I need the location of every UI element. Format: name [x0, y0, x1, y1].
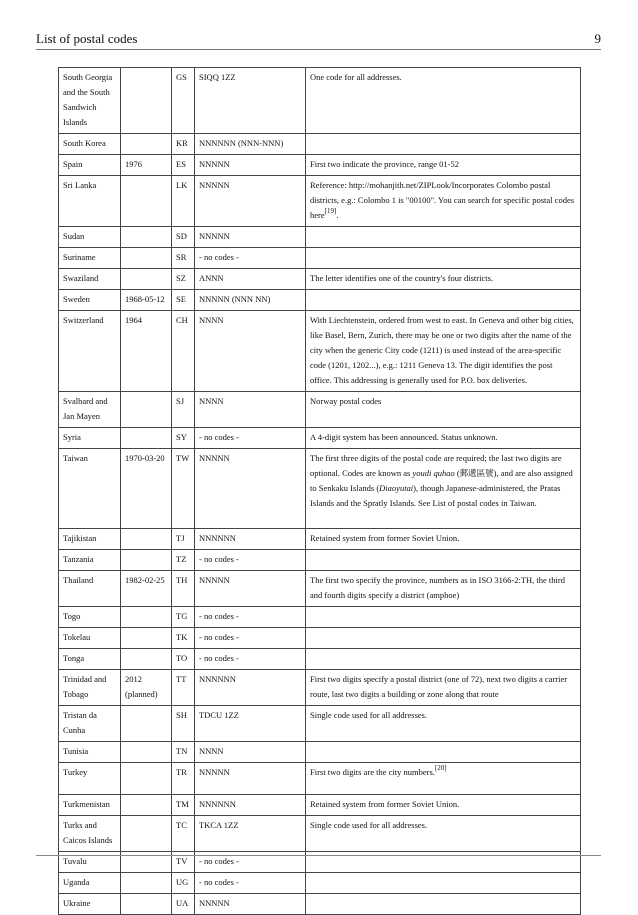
iso-code-cell: TZ [172, 550, 195, 571]
country-cell: Tajikistan [59, 529, 121, 550]
iso-code-cell: CH [172, 311, 195, 392]
date-cell [121, 269, 172, 290]
table-row [59, 873, 581, 894]
iso-code-cell: UG [172, 873, 195, 894]
notes-cell [306, 795, 581, 816]
date-cell [121, 628, 172, 649]
iso-code-cell: ES [172, 155, 195, 176]
table-row [59, 607, 581, 628]
country-cell: Swaziland [59, 269, 121, 290]
format-cell: NNNNN [195, 176, 306, 227]
notes-text: First two indicate the province, range 01-52 [310, 159, 459, 169]
reference-link[interactable]: [20] [434, 764, 447, 772]
notes-cell [306, 571, 581, 607]
iso-code-cell: KR [172, 134, 195, 155]
table-row [59, 795, 581, 816]
notes-cell [306, 670, 581, 706]
notes-text: Reference: http://mohanjith.net/ZIPLook/Incorporates Colombo postal districts, e.g.: Colombo 1 is "00100". You can search for specific postal codes here [310, 180, 575, 220]
page-header [36, 30, 601, 50]
notes-cell [306, 449, 581, 529]
notes-text: Norway postal codes [310, 396, 382, 406]
notes-text: Single code used for all addresses. [310, 710, 428, 720]
notes-text: . [336, 210, 339, 220]
format-cell: TKCA 1ZZ [195, 816, 306, 852]
format-cell: NNNNNN [195, 529, 306, 550]
iso-code-cell: TW [172, 449, 195, 529]
notes-cell [306, 311, 581, 392]
date-cell [121, 894, 172, 915]
format-cell: NNNN [195, 311, 306, 392]
notes-cell [306, 428, 581, 449]
page-number: 9 [594, 31, 601, 46]
notes-cell [306, 873, 581, 894]
table-row [59, 176, 581, 227]
format-cell: ANNN [195, 269, 306, 290]
country-cell: Tristan da Cunha [59, 706, 121, 742]
table-row [59, 248, 581, 269]
table-row [59, 227, 581, 248]
date-cell: 2012 (planned) [121, 670, 172, 706]
country-cell: Sri Lanka [59, 176, 121, 227]
notes-cell [306, 155, 581, 176]
notes-italic: youdi quhao [412, 468, 455, 478]
notes-cell [306, 68, 581, 134]
date-cell [121, 227, 172, 248]
format-cell: NNNNNN [195, 670, 306, 706]
notes-cell [306, 392, 581, 428]
notes-cell [306, 628, 581, 649]
notes-cell [306, 706, 581, 742]
notes-cell [306, 742, 581, 763]
iso-code-cell: SZ [172, 269, 195, 290]
notes-text: One code for all addresses. [310, 72, 402, 82]
date-cell [121, 763, 172, 795]
iso-code-cell: LK [172, 176, 195, 227]
iso-code-cell: SH [172, 706, 195, 742]
notes-text: The first two specify the province, numbers as in ISO 3166-2:TH, the third and fourth digits specify a district (amphoe) [310, 575, 565, 600]
page-title: List of postal codes [36, 31, 138, 46]
country-cell: Sudan [59, 227, 121, 248]
date-cell [121, 134, 172, 155]
notes-cell [306, 134, 581, 155]
country-cell: Turkmenistan [59, 795, 121, 816]
notes-text: Single code used for all addresses. [310, 820, 428, 830]
date-cell [121, 607, 172, 628]
table-row [59, 290, 581, 311]
notes-cell [306, 550, 581, 571]
iso-code-cell: TV [172, 852, 195, 873]
table-row [59, 311, 581, 392]
iso-code-cell: SJ [172, 392, 195, 428]
format-cell: - no codes - [195, 873, 306, 894]
format-cell: TDCU 1ZZ [195, 706, 306, 742]
date-cell [121, 550, 172, 571]
iso-code-cell: TR [172, 763, 195, 795]
date-cell: 1976 [121, 155, 172, 176]
format-cell: - no codes - [195, 649, 306, 670]
table-row [59, 670, 581, 706]
table-row [59, 649, 581, 670]
notes-cell [306, 763, 581, 795]
country-cell: South Korea [59, 134, 121, 155]
notes-text: The letter identifies one of the country's four districts. [310, 273, 494, 283]
notes-cell [306, 290, 581, 311]
notes-text: First two digits specify a postal district (one of 72), next two digits a carrier route, last two digits a building or zone along that route [310, 674, 568, 699]
iso-code-cell: UA [172, 894, 195, 915]
format-cell: NNNNN [195, 763, 306, 795]
country-cell: Switzerland [59, 311, 121, 392]
table-row [59, 269, 581, 290]
notes-text: A 4-digit system has been announced. Status unknown. [310, 432, 498, 442]
country-cell: Tokelau [59, 628, 121, 649]
iso-code-cell: SE [172, 290, 195, 311]
country-cell: Suriname [59, 248, 121, 269]
country-cell: Turks and Caicos Islands [59, 816, 121, 852]
table-row [59, 428, 581, 449]
date-cell [121, 529, 172, 550]
table-row [59, 68, 581, 134]
notes-cell [306, 227, 581, 248]
format-cell: NNNNN [195, 227, 306, 248]
date-cell [121, 742, 172, 763]
date-cell [121, 706, 172, 742]
notes-cell [306, 816, 581, 852]
table-row [59, 816, 581, 852]
date-cell [121, 248, 172, 269]
postal-codes-table [58, 67, 581, 915]
iso-code-cell: TM [172, 795, 195, 816]
notes-cell [306, 248, 581, 269]
footer-rule [36, 855, 601, 856]
table-row [59, 529, 581, 550]
table-row [59, 894, 581, 915]
date-cell: 1982-02-25 [121, 571, 172, 607]
date-cell [121, 795, 172, 816]
country-cell: Taiwan [59, 449, 121, 529]
country-cell: Tanzania [59, 550, 121, 571]
table-row [59, 155, 581, 176]
notes-cell [306, 269, 581, 290]
notes-text: With Liechtenstein, ordered from west to east. In Geneva and other big cities, like Basel, Bern, Zurich, there may be one or two digits after the name of the city when the generic City code (1211) is used instead of the area-specific code (1201, 1202...), e.g.: 1211 Geneva 13. The digit identifies the post office. This addressing is generally used for P.O. box deliveries. [310, 315, 574, 385]
table-row [59, 571, 581, 607]
country-cell: Syria [59, 428, 121, 449]
notes-italic: Diaoyutai [379, 483, 414, 493]
format-cell: - no codes - [195, 607, 306, 628]
format-cell: SIQQ 1ZZ [195, 68, 306, 134]
notes-cell [306, 607, 581, 628]
country-cell: Svalbard and Jan Mayen [59, 392, 121, 428]
notes-cell [306, 894, 581, 915]
date-cell [121, 428, 172, 449]
notes-text: ), though Japanese-administered, the Pratas Islands and the Spratly Islands. See List of postal codes in Taiwan. [310, 483, 561, 508]
format-cell: NNNNNN [195, 795, 306, 816]
iso-code-cell: TC [172, 816, 195, 852]
format-cell: - no codes - [195, 550, 306, 571]
table-row [59, 449, 581, 529]
iso-code-cell: TT [172, 670, 195, 706]
date-cell: 1970-03-20 [121, 449, 172, 529]
notes-text: Retained system from former Soviet Union. [310, 533, 460, 543]
date-cell [121, 176, 172, 227]
format-cell: - no codes - [195, 852, 306, 873]
iso-code-cell: SD [172, 227, 195, 248]
table-row [59, 134, 581, 155]
iso-code-cell: SY [172, 428, 195, 449]
table-row [59, 550, 581, 571]
date-cell [121, 649, 172, 670]
country-cell: Tonga [59, 649, 121, 670]
country-cell: Trinidad and Tobago [59, 670, 121, 706]
notes-text: The first three digits of the postal code are required; the last two digits are optional. Codes are known as [310, 453, 562, 478]
format-cell: NNNNN [195, 571, 306, 607]
format-cell: - no codes - [195, 428, 306, 449]
country-cell: Sweden [59, 290, 121, 311]
iso-code-cell: TG [172, 607, 195, 628]
iso-code-cell: TO [172, 649, 195, 670]
notes-cell [306, 176, 581, 227]
country-cell: Uganda [59, 873, 121, 894]
notes-cell [306, 649, 581, 670]
iso-code-cell: SR [172, 248, 195, 269]
table-row [59, 392, 581, 428]
format-cell: NNNNNN (NNN-NNN) [195, 134, 306, 155]
date-cell [121, 816, 172, 852]
country-cell: South Georgia and the South Sandwich Islands [59, 68, 121, 134]
country-cell: Tunisia [59, 742, 121, 763]
country-cell: Turkey [59, 763, 121, 795]
country-cell: Ukraine [59, 894, 121, 915]
iso-code-cell: TK [172, 628, 195, 649]
iso-code-cell: TN [172, 742, 195, 763]
notes-cell [306, 529, 581, 550]
country-cell: Tuvalu [59, 852, 121, 873]
date-cell [121, 68, 172, 134]
table-row [59, 742, 581, 763]
country-cell: Togo [59, 607, 121, 628]
format-cell: NNNNN [195, 449, 306, 529]
format-cell: NNNNN (NNN NN) [195, 290, 306, 311]
format-cell: - no codes - [195, 628, 306, 649]
iso-code-cell: TJ [172, 529, 195, 550]
notes-text: (郵遞區號), and are also assigned to Senkaku Islands ( [310, 468, 573, 493]
notes-text: Retained system from former Soviet Union. [310, 799, 460, 809]
country-cell: Thailand [59, 571, 121, 607]
table-row [59, 628, 581, 649]
iso-code-cell: TH [172, 571, 195, 607]
reference-link[interactable]: [19] [324, 207, 337, 215]
iso-code-cell: GS [172, 68, 195, 134]
notes-text: First two digits are the city numbers. [310, 767, 435, 777]
format-cell: NNNNN [195, 894, 306, 915]
date-cell [121, 392, 172, 428]
table-row [59, 763, 581, 795]
date-cell: 1964 [121, 311, 172, 392]
format-cell: NNNNN [195, 155, 306, 176]
format-cell: NNNN [195, 392, 306, 428]
date-cell: 1968-05-12 [121, 290, 172, 311]
format-cell: NNNN [195, 742, 306, 763]
table-body [59, 68, 581, 915]
date-cell [121, 873, 172, 894]
format-cell: - no codes - [195, 248, 306, 269]
table-row [59, 706, 581, 742]
country-cell: Spain [59, 155, 121, 176]
